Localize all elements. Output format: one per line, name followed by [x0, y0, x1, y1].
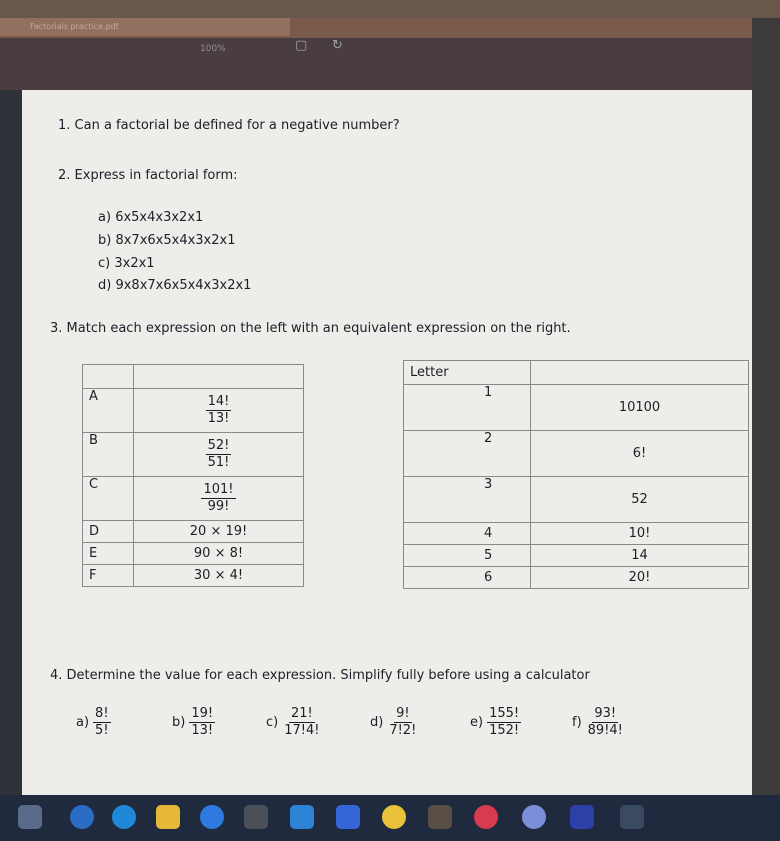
fraction: $\frac{101!}{99!}$ — [203, 482, 234, 514]
system-tray-icon[interactable] — [620, 805, 644, 829]
photos-icon[interactable] — [522, 805, 546, 829]
fit-page-icon[interactable]: ▢ — [295, 38, 308, 53]
table-row: 2 6! — [404, 431, 749, 477]
letter-header: Letter — [404, 361, 531, 385]
screen-edge — [752, 18, 780, 798]
q2-item-b: b) 8x7x6x5x4x3x2x1 — [98, 233, 236, 248]
q2-item-d: d) 9x8x7x6x5x4x3x2x1 — [98, 278, 252, 293]
game-icon[interactable] — [428, 805, 452, 829]
table-row: C $\frac{101!}{99!}$ — [83, 477, 304, 521]
monitor-bezel — [0, 0, 780, 18]
app-icon[interactable] — [336, 805, 360, 829]
mail-icon[interactable] — [244, 805, 268, 829]
edge-icon[interactable] — [112, 805, 136, 829]
taskbar — [0, 795, 780, 841]
table-row: F 30 × 4! — [83, 565, 304, 587]
window-chrome — [0, 18, 780, 90]
folder-icon[interactable] — [156, 805, 180, 829]
pdf-toolbar — [0, 38, 780, 90]
table-row: E 90 × 8! — [83, 543, 304, 565]
shield-icon[interactable] — [290, 805, 314, 829]
fraction: $\frac{14!}{13!}$ — [207, 394, 230, 426]
settings-icon[interactable] — [570, 805, 594, 829]
question-3: 3. Match each expression on the left with an equivalent expression on the right. — [50, 321, 571, 336]
q4-item-b: b) $\frac{19!}{13!}$ — [172, 706, 214, 738]
chat-icon[interactable] — [70, 805, 94, 829]
tiktok-icon[interactable] — [474, 805, 498, 829]
store-icon[interactable] — [200, 805, 224, 829]
rotate-icon[interactable]: ↻ — [332, 38, 343, 53]
fraction: $\frac{52!}{51!}$ — [207, 438, 230, 470]
chrome-icon[interactable] — [382, 805, 406, 829]
q4-item-e: e) $\frac{155!}{152!}$ — [470, 706, 520, 738]
right-match-table — [403, 360, 749, 589]
q4-item-a: a) $\frac{8!}{5!}$ — [76, 706, 109, 738]
zoom-level[interactable]: 100% — [200, 44, 226, 54]
table-row: 4 10! — [404, 523, 749, 545]
question-4: 4. Determine the value for each expression. Simplify fully before using a calculator — [50, 668, 590, 683]
q2-item-c: c) 3x2x1 — [98, 256, 155, 271]
widgets-icon[interactable] — [18, 805, 42, 829]
table-row: 3 52 — [404, 477, 749, 523]
tab-title: Factorials practice.pdf — [30, 22, 119, 31]
table-row: A $\frac{14!}{13!}$ — [83, 389, 304, 433]
table-row: 5 14 — [404, 545, 749, 567]
q4-item-f: f) $\frac{93!}{89!4!}$ — [572, 706, 623, 738]
table-row: D 20 × 19! — [83, 521, 304, 543]
left-match-table — [82, 364, 304, 587]
question-1: 1. Can a factorial be defined for a negative number? — [58, 118, 400, 133]
q4-item-d: d) $\frac{9!}{7!2!}$ — [370, 706, 417, 738]
q2-item-a: a) 6x5x4x3x2x1 — [98, 210, 204, 225]
table-row: 6 20! — [404, 567, 749, 589]
browser-tab[interactable] — [0, 18, 290, 36]
table-row: B $\frac{52!}{51!}$ — [83, 433, 304, 477]
question-2: 2. Express in factorial form: — [58, 168, 238, 183]
q4-item-c: c) $\frac{21!}{17!4!}$ — [266, 706, 320, 738]
table-row: 1 10100 — [404, 385, 749, 431]
